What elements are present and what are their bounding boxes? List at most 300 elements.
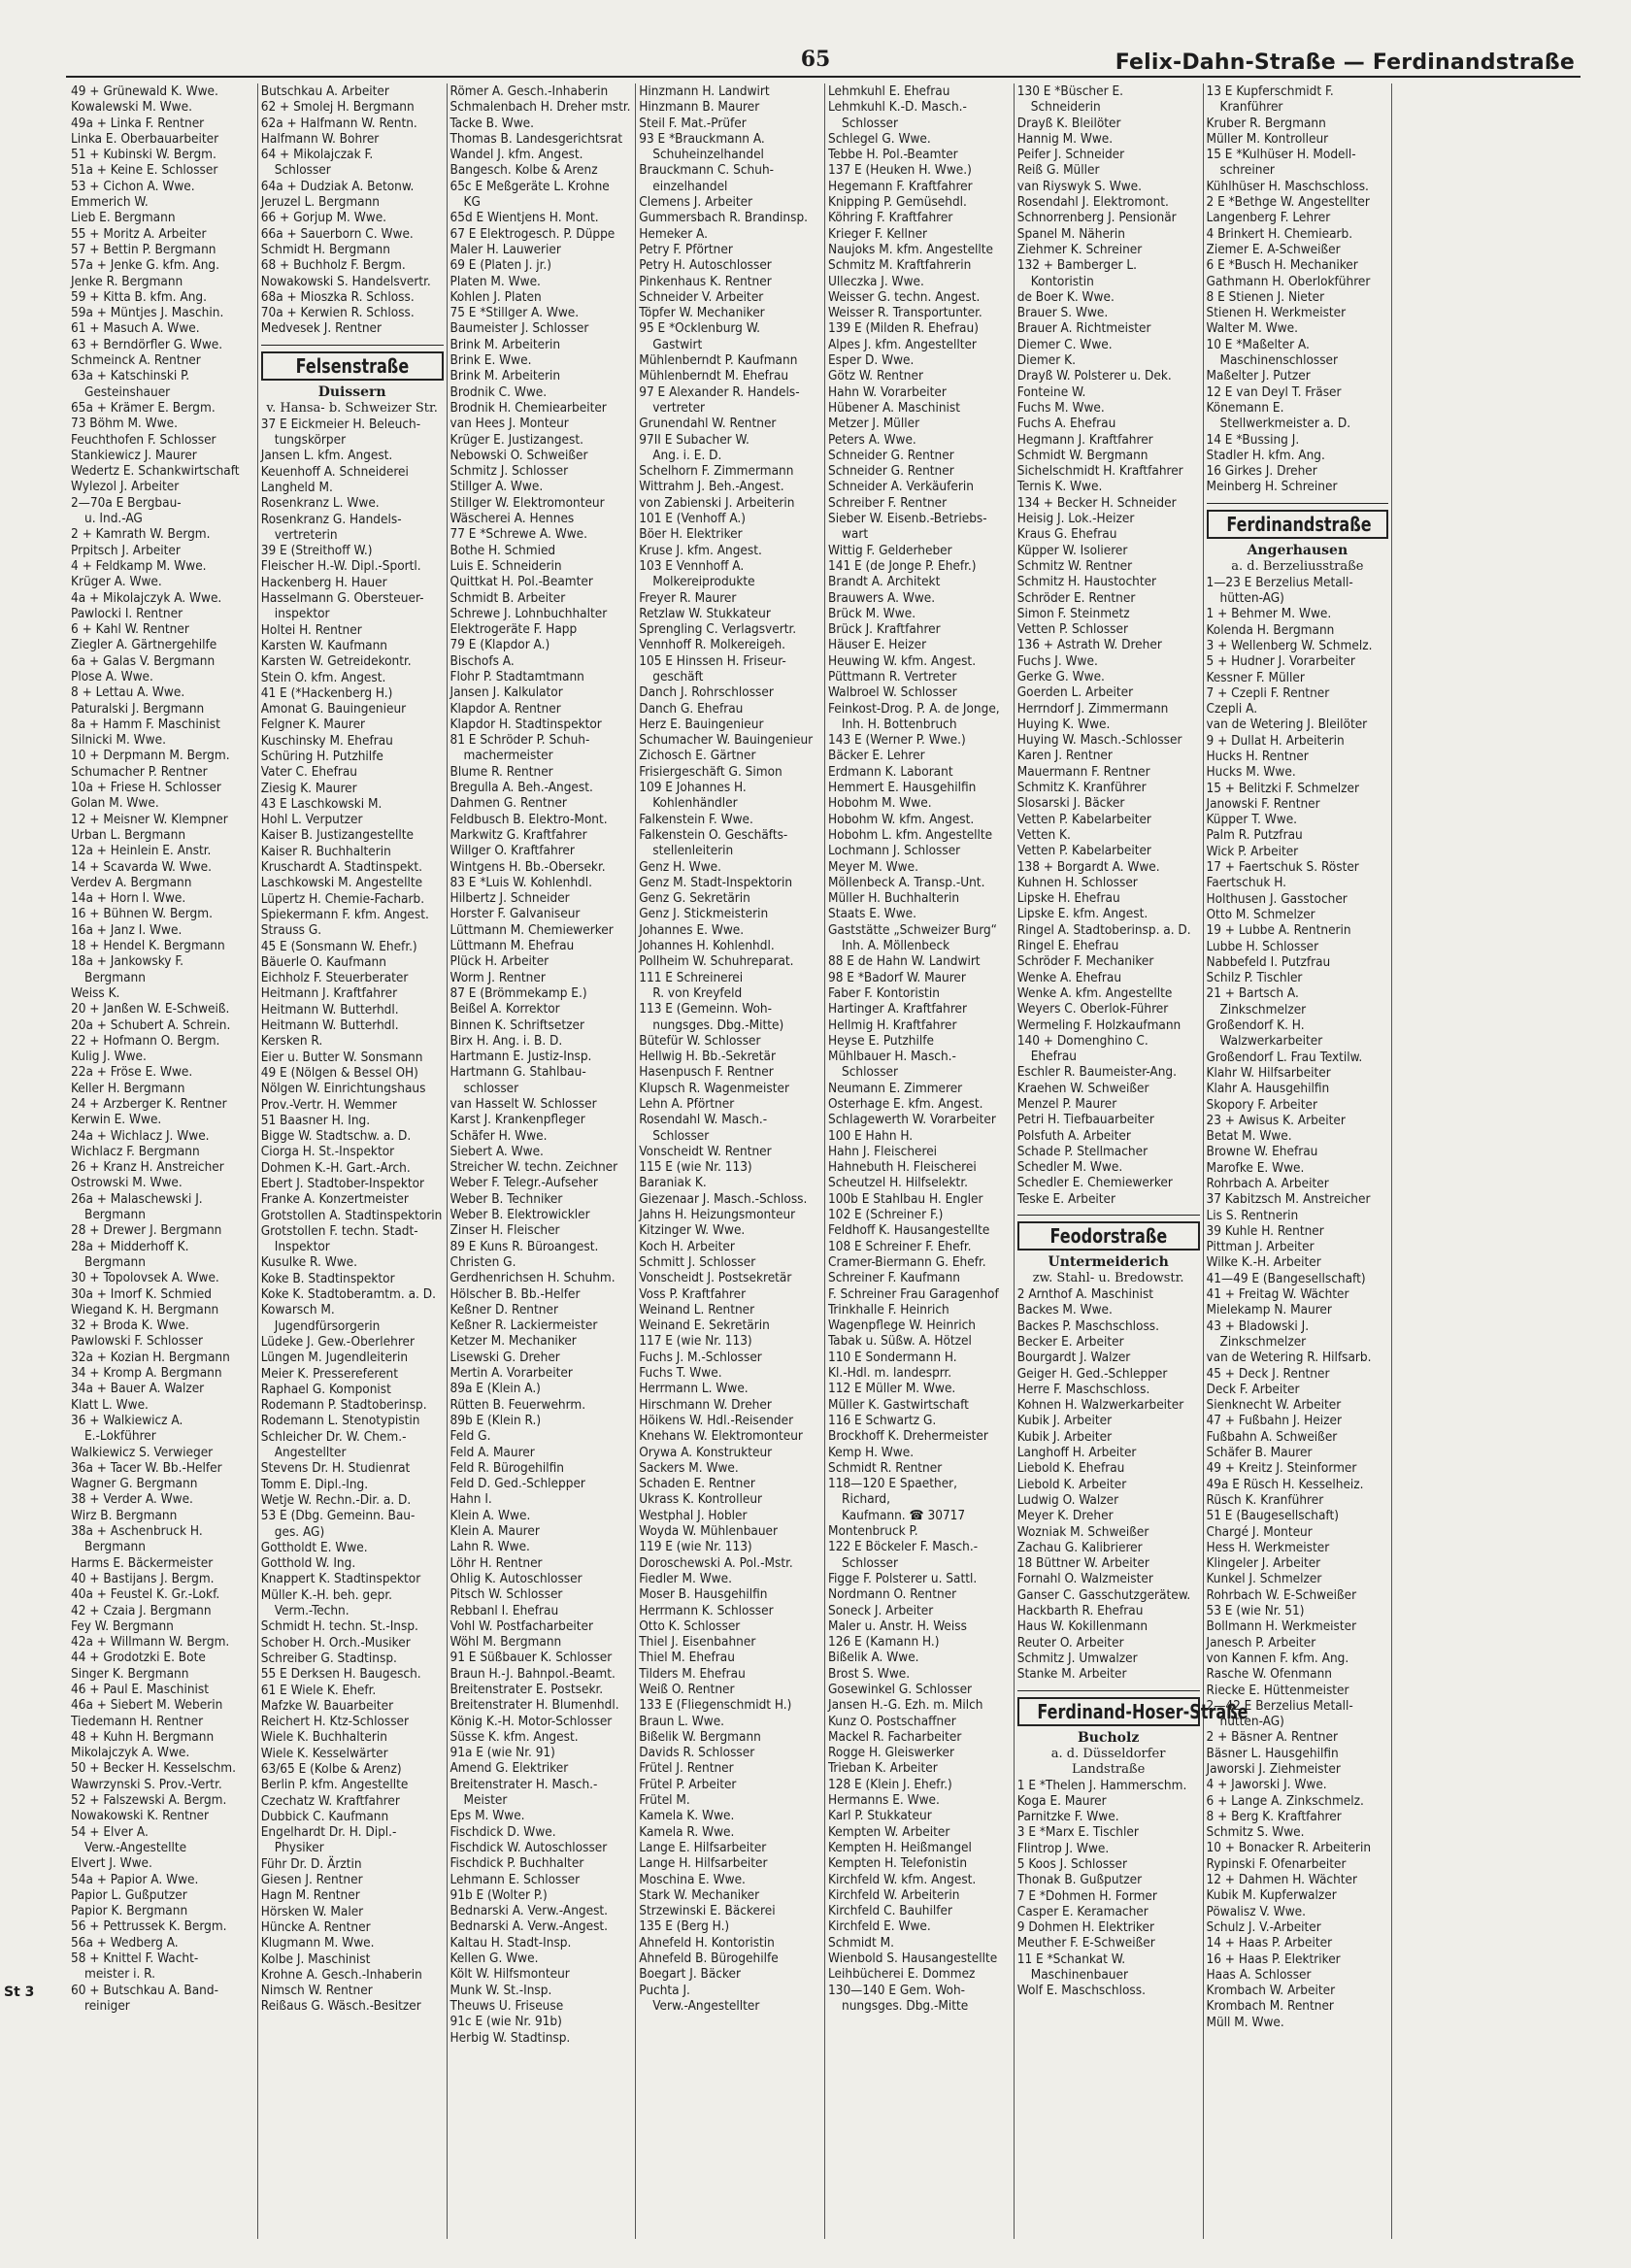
entry-continuation: machermeister xyxy=(463,748,553,764)
directory-entry: 79 E (Klapdor A.) xyxy=(449,637,550,653)
directory-entry: Wawrzynski S. Prov.-Vertr. xyxy=(71,1776,222,1792)
directory-entry: 134 + Becker H. Schneider xyxy=(1016,494,1177,511)
directory-entry: Reichert H. Ktz-Schlosser xyxy=(260,1714,409,1730)
directory-entry: Thonak B. Gußputzer xyxy=(1016,1872,1143,1888)
directory-entry: 98 E *Badorf W. Maurer xyxy=(828,969,966,985)
directory-entry: Wäscherei A. Hennes xyxy=(449,511,575,527)
directory-entry: Bregulla A. Beh.-Angest. xyxy=(449,780,593,796)
directory-entry: Gotthold W. Ing. xyxy=(260,1555,356,1572)
directory-entry: Hess H. Werkmeister xyxy=(1206,1539,1330,1555)
directory-entry: 50 + Becker H. Kesselschm. xyxy=(71,1760,236,1777)
directory-entry: Osterhage E. kfm. Angest. xyxy=(828,1096,983,1112)
directory-entry: Schade P. Stellmacher xyxy=(1016,1143,1148,1159)
directory-entry: Mühlenberndt M. Ehefrau xyxy=(639,368,789,384)
directory-entry: Sprengling C. Verlagsvertr. xyxy=(639,621,797,638)
directory-entry: 70a + Kerwien R. Schloss. xyxy=(260,305,415,321)
directory-entry: Krüger A. Wwe. xyxy=(71,574,162,590)
entry-continuation: Stellwerkmeister a. D. xyxy=(1219,416,1351,432)
directory-entry: Ziehmer K. Schreiner xyxy=(1016,241,1143,257)
directory-entry: 14 + Scavarda W. Wwe. xyxy=(71,858,213,875)
directory-entry: Eichholz F. Steuerberater xyxy=(260,970,409,986)
directory-entry: Doroschewski A. Pol.-Mstr. xyxy=(639,1554,793,1571)
directory-entry: Dubbick C. Kaufmann xyxy=(260,1808,389,1824)
directory-entry: Schreiner F. Kaufmann xyxy=(828,1270,960,1286)
directory-entry: Feinkost-Drog. P. A. de Jonge, xyxy=(828,700,1000,717)
directory-entry: Kraus G. Ehefrau xyxy=(1016,526,1117,543)
directory-entry: Platen M. Wwe. xyxy=(449,273,541,289)
directory-entry: Hirschmann W. Dreher xyxy=(639,1396,772,1413)
directory-entry: 75 E *Stillger A. Wwe. xyxy=(449,305,580,321)
directory-entry: Hahnebuth H. Fleischerei xyxy=(828,1159,977,1176)
directory-entry: 141 E (de Jonge P. Ehefr.) xyxy=(828,557,977,574)
directory-entry: Johannes H. Kohlenhdl. xyxy=(639,938,775,954)
directory-entry: Neumann E. Zimmerer xyxy=(828,1080,963,1096)
directory-entry: Pollheim W. Schuhreparat. xyxy=(639,953,794,970)
directory-entry: Schneider G. Rentner xyxy=(828,447,954,463)
directory-entry: Fiedler M. Wwe. xyxy=(639,1570,732,1586)
directory-entry: Schmidt B. Arbeiter xyxy=(449,589,566,606)
directory-entry: 22 + Hofmann O. Bergm. xyxy=(71,1032,220,1049)
directory-entry: Jeruzel L. Bergmann xyxy=(260,194,380,211)
directory-entry: Danch J. Rohrschlosser xyxy=(639,684,774,701)
directory-entry: 51 E (Baugesellschaft) xyxy=(1206,1508,1339,1524)
directory-entry: Baumeister J. Schlosser xyxy=(449,320,589,337)
entry-continuation: vertreter xyxy=(652,399,706,416)
street-heading xyxy=(1017,1697,1248,1726)
directory-entry: Schlagewerth W. Vorarbeiter xyxy=(828,1112,996,1128)
directory-entry: 20a + Schubert A. Schrein. xyxy=(71,1017,231,1033)
directory-entry: Stevens Dr. H. Studienrat xyxy=(260,1460,411,1477)
directory-entry: Montenbruck P. xyxy=(828,1523,918,1540)
directory-entry: 6 E *Busch H. Mechaniker xyxy=(1206,257,1358,274)
directory-entry: Schmitz M. Kraftfahrerin xyxy=(828,257,972,274)
directory-entry: Möllenbeck A. Transp.-Unt. xyxy=(828,874,985,890)
directory-entry: Kessner F. Müller xyxy=(1206,669,1305,685)
street-heading xyxy=(1017,1221,1200,1251)
directory-entry: Weinand E. Sekretärin xyxy=(639,1317,770,1334)
directory-entry: Langheld M. xyxy=(260,479,333,495)
directory-entry: Paturalski J. Bergmann xyxy=(71,700,205,717)
directory-entry: Schmitz W. Rentner xyxy=(1016,557,1133,574)
directory-entry: Breitenstrater E. Postsekr. xyxy=(449,1681,604,1697)
directory-entry: Eps M. Wwe. xyxy=(449,1808,525,1824)
directory-entry: Schröder E. Rentner xyxy=(1016,589,1136,606)
directory-entry: Fey W. Bergmann xyxy=(71,1618,174,1634)
directory-entry: Rosenkranz G. Handels- xyxy=(260,511,402,527)
directory-entry: Herrmann L. Wwe. xyxy=(639,1381,749,1397)
directory-entry: Vonscheidt W. Rentner xyxy=(639,1143,772,1159)
directory-entry: Ternis K. Wwe. xyxy=(1016,479,1103,495)
directory-entry: Hinzmann H. Landwirt xyxy=(639,83,770,99)
directory-entry: Ahnefeld B. Bürogehilfe xyxy=(639,1951,779,1967)
directory-entry: Kempten H. Heißmangel xyxy=(828,1839,972,1855)
directory-entry: Koga E. Maurer xyxy=(1016,1792,1107,1809)
street-heading xyxy=(261,351,444,381)
directory-entry: 95 E *Ocklenburg W. xyxy=(639,320,761,337)
directory-entry: 89a E (Klein A.) xyxy=(449,1381,541,1397)
directory-entry: Sichelschmidt H. Kraftfahrer xyxy=(1016,463,1183,480)
directory-entry: 117 E (wie Nr. 113) xyxy=(639,1333,752,1350)
directory-entry: Pöwalisz V. Wwe. xyxy=(1206,1903,1307,1919)
directory-entry: Schelhorn F. Zimmermann xyxy=(639,463,794,480)
entry-continuation: Jugendfürsorgerin xyxy=(274,1317,381,1334)
entry-continuation: Zinkschmelzer xyxy=(1219,1001,1307,1017)
directory-entry: Rypinski F. Ofenarbeiter xyxy=(1206,1855,1347,1872)
directory-entry: 3 E *Marx E. Tischler xyxy=(1016,1824,1139,1841)
directory-entry: Fuchs A. Ehefrau xyxy=(1016,416,1116,432)
directory-entry: 13 E Kupferschmidt F. xyxy=(1206,83,1334,99)
directory-entry: Hobohm M. Wwe. xyxy=(828,795,932,812)
section-rule xyxy=(261,345,444,346)
directory-entry: Luis E. Schneiderin xyxy=(449,557,562,574)
street-name: Feodorstraße xyxy=(1049,1224,1167,1249)
directory-column-8 xyxy=(1391,83,1581,2239)
directory-entry: 12 + Meisner W. Klempner xyxy=(71,811,228,827)
directory-entry: 63 + Berndörfler G. Wwe. xyxy=(71,336,223,352)
directory-entry: Genz M. Stadt-Inspektorin xyxy=(639,874,793,890)
directory-entry: Keller H. Bergmann xyxy=(71,1080,185,1096)
directory-entry: Prpitsch J. Arbeiter xyxy=(71,542,181,558)
directory-entry: Skopory F. Arbeiter xyxy=(1206,1096,1317,1113)
entry-continuation: schreiner xyxy=(1219,162,1275,179)
entry-continuation: Kohlenhändler xyxy=(652,795,738,812)
entry-continuation: Ang. i. E. D. xyxy=(652,447,722,463)
directory-entry: Koke K. Stadtoberamtm. a. D. xyxy=(260,1286,436,1303)
directory-entry: 105 E Hinssen H. Friseur- xyxy=(639,652,786,669)
directory-entry: Hucks M. Wwe. xyxy=(1206,764,1296,781)
directory-entry: Keuenhoff A. Schneiderei xyxy=(260,463,409,480)
directory-entry: Casper E. Keramacher xyxy=(1016,1903,1148,1919)
directory-entry: Trieban K. Arbeiter xyxy=(828,1760,938,1777)
directory-entry: Karen J. Rentner xyxy=(1016,748,1113,764)
directory-entry: 52 + Falszewski A. Bergm. xyxy=(71,1792,227,1809)
directory-entry: Deck F. Arbeiter xyxy=(1206,1381,1300,1397)
directory-entry: Stadler H. kfm. Ang. xyxy=(1206,447,1325,463)
directory-entry: 65c E Meßgeräte L. Krohne xyxy=(449,178,610,194)
directory-entry: Mikolajczyk A. Wwe. xyxy=(71,1745,190,1761)
directory-entry: Freyer R. Maurer xyxy=(639,589,737,606)
directory-entry: Siebert A. Wwe. xyxy=(449,1143,544,1159)
directory-entry: Reiß G. Müller xyxy=(1016,162,1100,179)
directory-entry: 42a + Willmann W. Bergm. xyxy=(71,1634,230,1651)
directory-entry: 34 + Kromp A. Bergmann xyxy=(71,1365,222,1382)
directory-entry: Kubik J. Arbeiter xyxy=(1016,1428,1113,1445)
directory-entry: 19 + Lubbe A. Rentnerin xyxy=(1206,922,1351,939)
directory-entry: Berlin P. kfm. Angestellte xyxy=(260,1777,409,1793)
directory-entry: Ciorga H. St.-Inspektor xyxy=(260,1144,395,1160)
directory-entry: Janesch P. Arbeiter xyxy=(1206,1634,1316,1651)
directory-entry: Heuwing W. kfm. Angest. xyxy=(828,652,977,669)
directory-entry: 116 E Schwartz G. xyxy=(828,1412,937,1428)
directory-entry: Wolf E. Maschschloss. xyxy=(1016,1983,1146,1999)
directory-entry: 24 + Arzberger K. Rentner xyxy=(71,1096,227,1112)
directory-entry: Feuchthofen F. Schlosser xyxy=(71,431,216,448)
directory-entry: Vennhoff R. Molkereigeh. xyxy=(639,637,785,653)
street-range: v. Hansa- b. Schweizer Str. xyxy=(266,400,438,416)
directory-entry: Dohmen K.-H. Gart.-Arch. xyxy=(260,1159,411,1176)
entry-continuation: Ehefrau xyxy=(1030,1049,1077,1065)
directory-entry: Maler H. Lauwerier xyxy=(449,241,561,257)
directory-entry: Könemann E. xyxy=(1206,399,1284,416)
directory-entry: Wittrahm J. Beh.-Angest. xyxy=(639,479,784,495)
directory-entry: Johannes E. Wwe. xyxy=(639,921,745,938)
directory-entry: Medvesek J. Rentner xyxy=(260,320,382,337)
directory-entry: Schröder F. Mechaniker xyxy=(1016,953,1154,970)
directory-entry: Feld A. Maurer xyxy=(449,1444,535,1460)
directory-entry: Hartmann G. Stahlbau- xyxy=(449,1064,586,1081)
directory-entry: 118—120 E Spaether, xyxy=(828,1476,958,1492)
entry-continuation: Gesteinshauer xyxy=(84,384,171,400)
entry-continuation: Angestellter xyxy=(274,1445,347,1461)
directory-entry: Sienknecht W. Arbeiter xyxy=(1206,1397,1342,1414)
directory-entry: Weisser R. Transportunter. xyxy=(828,305,982,321)
directory-entry: Brück M. Wwe. xyxy=(828,605,916,621)
directory-entry: Horster F. Galvaniseur xyxy=(449,906,581,922)
district-name: Duissern xyxy=(317,384,386,400)
directory-entry: Schumacher W. Bauingenieur xyxy=(639,732,814,749)
directory-entry: Schmitz J. Umwalzer xyxy=(1016,1650,1138,1666)
directory-entry: Böer H. Elektriker xyxy=(639,526,743,543)
directory-entry: Süsse K. kfm. Angest. xyxy=(449,1728,579,1745)
entry-continuation: einzelhandel xyxy=(652,178,728,194)
directory-entry: 54a + Papior A. Wwe. xyxy=(71,1871,199,1887)
directory-entry: 83 E *Luis W. Kohlenhdl. xyxy=(449,874,592,890)
directory-entry: Braun H.-J. Bahnpol.-Beamt. xyxy=(449,1665,616,1682)
directory-entry: 18a + Jankowsky F. xyxy=(71,953,184,970)
directory-entry: Häuser E. Heizer xyxy=(828,637,927,653)
directory-entry: Hegemann F. Kraftfahrer xyxy=(828,178,973,194)
directory-entry: Kruschardt A. Stadtinspekt. xyxy=(260,859,423,876)
directory-entry: 126 E (Kamann H.) xyxy=(828,1634,940,1651)
directory-entry: 11 E *Schankat W. xyxy=(1016,1951,1126,1967)
directory-entry: Petry F. Pförtner xyxy=(639,241,733,257)
directory-entry: 111 E Schreinerei xyxy=(639,969,744,985)
directory-entry: Schmitz J. Schlosser xyxy=(449,463,569,480)
directory-entry: Binnen K. Schriftsetzer xyxy=(449,1017,584,1033)
directory-entry: Petry H. Autoschlosser xyxy=(639,257,772,274)
directory-entry: Karsten W. Kaufmann xyxy=(260,637,388,653)
directory-entry: 130 E *Büscher E. xyxy=(1016,83,1123,99)
directory-entry: Rohrbach A. Arbeiter xyxy=(1206,1176,1329,1191)
directory-entry: 55 + Moritz A. Arbeiter xyxy=(71,225,207,242)
directory-entry: Moschina E. Wwe. xyxy=(639,1871,746,1887)
directory-entry: Beißel A. Korrektor xyxy=(449,1001,560,1017)
directory-entry: Orywa A. Konstrukteur xyxy=(639,1444,773,1460)
directory-entry: de Boer K. Wwe. xyxy=(1016,288,1115,305)
directory-entry: van de Wetering R. Hilfsarb. xyxy=(1206,1350,1372,1366)
directory-entry: Heitmann J. Kraftfahrer xyxy=(260,985,398,1002)
directory-entry: Hübener A. Maschinist xyxy=(828,399,960,416)
directory-entry: Reißaus G. Wäsch.-Besitzer xyxy=(260,1998,421,2015)
directory-entry: 8 + Lettau A. Wwe. xyxy=(71,684,185,701)
directory-entry: Weisser G. techn. Angest. xyxy=(828,288,981,305)
directory-entry: 12 + Dahmen H. Wächter xyxy=(1206,1872,1358,1888)
directory-entry: Scheutzel H. Hilfselektr. xyxy=(828,1175,968,1191)
directory-entry: Danch G. Ehefrau xyxy=(639,700,744,717)
directory-entry: Schüring H. Putzhilfe xyxy=(260,748,383,764)
directory-entry: Jahns H. Heizungsmonteur xyxy=(639,1207,796,1223)
directory-entry: Lehmann E. Schlosser xyxy=(449,1871,581,1887)
directory-entry: Wermeling F. Holzkaufmann xyxy=(1016,1017,1182,1033)
directory-entry: Trinkhalle F. Heinrich xyxy=(828,1301,949,1317)
directory-entry: Lubbe H. Schlosser xyxy=(1206,938,1319,954)
directory-entry: Großendorf K. H. xyxy=(1206,1017,1305,1034)
directory-entry: Ostrowski M. Wwe. xyxy=(71,1175,183,1191)
directory-entry: Jaworski J. Ziehmeister xyxy=(1206,1760,1341,1777)
directory-entry: 102 E (Schreiner F.) xyxy=(828,1207,944,1223)
directory-entry: Schmitz H. Haustochter xyxy=(1016,574,1157,590)
directory-entry: Steil F. Mat.-Prüfer xyxy=(639,115,747,131)
directory-entry: Schmitt J. Schlosser xyxy=(639,1253,756,1270)
directory-entry: Wienbold S. Hausangestellte xyxy=(828,1951,998,1967)
entry-continuation: geschäft xyxy=(652,668,704,684)
directory-entry: Kolbe J. Maschinist xyxy=(260,1951,371,1967)
entry-continuation: Meister xyxy=(463,1792,508,1809)
directory-entry: Kirchfeld E. Wwe. xyxy=(828,1918,931,1935)
directory-entry: Wandel J. kfm. Angest. xyxy=(449,147,583,163)
directory-entry: 63/65 E (Kolbe & Arenz) xyxy=(260,1760,402,1777)
directory-entry: Wenke A. Ehefrau xyxy=(1016,969,1122,985)
directory-entry: Wirz B. Bergmann xyxy=(71,1507,178,1523)
directory-entry: Blume R. Rentner xyxy=(449,763,553,780)
directory-entry: Vetten K. xyxy=(1016,826,1071,843)
directory-entry: Maßelter J. Putzer xyxy=(1206,368,1311,384)
directory-entry: Holtei H. Rentner xyxy=(260,621,362,638)
directory-entry: Brockhoff K. Drehermeister xyxy=(828,1428,988,1445)
directory-entry: 42 + Czaia J. Bergmann xyxy=(71,1602,212,1618)
directory-entry: 49 E (Nölgen & Bessel OH) xyxy=(260,1064,418,1081)
directory-entry: Raphael G. Komponist xyxy=(260,1381,391,1397)
directory-entry: Weber F. Telegr.-Aufseher xyxy=(449,1175,598,1191)
directory-entry: Fuchs T. Wwe. xyxy=(639,1365,722,1382)
directory-entry: Hackbarth R. Ehefrau xyxy=(1016,1603,1144,1619)
directory-entry: Soneck J. Arbeiter xyxy=(828,1602,934,1618)
directory-entry: Cramer-Biermann G. Ehefr. xyxy=(828,1253,986,1270)
directory-entry: Laschkowski M. Angestellte xyxy=(260,875,423,891)
directory-entry: Pinkenhaus K. Rentner xyxy=(639,273,772,289)
directory-entry: 122 E Böckeler F. Masch.- xyxy=(828,1539,979,1555)
directory-entry: Franke A. Konzertmeister xyxy=(260,1191,409,1208)
directory-entry: Wiele K. Buchhalterin xyxy=(260,1729,387,1746)
directory-entry: Schlegel G. Wwe. xyxy=(828,130,931,147)
directory-entry: Fuchs M. Wwe. xyxy=(1016,399,1105,416)
directory-entry: Brink E. Wwe. xyxy=(449,352,532,369)
directory-entry: Kempten W. Arbeiter xyxy=(828,1823,950,1840)
directory-entry: Thiel M. Ehefrau xyxy=(639,1650,735,1666)
directory-entry: Klein A. Maurer xyxy=(449,1523,540,1540)
directory-entry: 40a + Feustel K. Gr.-Lokf. xyxy=(71,1586,220,1603)
directory-entry: Walbroel W. Schlosser xyxy=(828,684,957,701)
directory-entry: Müller K.-H. beh. gepr. xyxy=(260,1586,392,1603)
directory-entry: Mauermann F. Rentner xyxy=(1016,763,1150,780)
directory-entry: Faber F. Kontoristin xyxy=(828,984,940,1001)
directory-entry: Lüttmann M. Ehefrau xyxy=(449,938,575,954)
directory-entry: Weinand L. Rentner xyxy=(639,1301,755,1317)
directory-entry: Schmidt W. Bergmann xyxy=(1016,447,1148,463)
directory-entry: Lochmann J. Schlosser xyxy=(828,843,961,859)
directory-entry: Pitsch W. Schlosser xyxy=(449,1586,563,1603)
directory-entry: Schmidt M. xyxy=(828,1934,894,1951)
directory-entry: Nordmann O. Rentner xyxy=(828,1586,957,1603)
directory-entry: 55 E Derksen H. Baugesch. xyxy=(260,1666,421,1683)
directory-entry: Klahr W. Hilfsarbeiter xyxy=(1206,1064,1331,1081)
directory-entry: Klapdor A. Rentner xyxy=(449,700,561,717)
directory-entry: 136 + Astrath W. Dreher xyxy=(1016,637,1162,653)
directory-entry: 24a + Wichlacz J. Wwe. xyxy=(71,1127,210,1144)
directory-entry: Prov.-Vertr. H. Wemmer xyxy=(260,1096,397,1113)
directory-entry: Bangesch. Kolbe & Arenz xyxy=(449,162,598,179)
directory-entry: Czechatz W. Kraftfahrer xyxy=(260,1792,400,1809)
directory-column-1 xyxy=(68,83,257,2239)
directory-entry: Golan M. Wwe. xyxy=(71,795,159,812)
directory-entry: Herrmann K. Schlosser xyxy=(639,1602,774,1618)
directory-entry: Hüncke A. Rentner xyxy=(260,1918,371,1935)
directory-entry: 8 E Stienen J. Nieter xyxy=(1206,288,1325,305)
directory-entry: Schmitz K. Kranführer xyxy=(1016,780,1147,796)
directory-entry: 61 + Masuch A. Wwe. xyxy=(71,320,200,337)
directory-entry: 23 + Awisus K. Arbeiter xyxy=(1206,1112,1346,1128)
directory-entry: Eier u. Butter W. Sonsmann xyxy=(260,1049,423,1065)
directory-entry: Lehn A. Pförtner xyxy=(639,1096,735,1112)
directory-entry: 57a + Jenke G. kfm. Ang. xyxy=(71,257,219,274)
directory-entry: 10 + Derpmann M. Bergm. xyxy=(71,748,230,764)
directory-entry: Kruber R. Bergmann xyxy=(1206,115,1326,131)
directory-entry: Singer K. Bergmann xyxy=(71,1665,189,1682)
directory-entry: Rodemann P. Stadtoberinsp. xyxy=(260,1397,427,1414)
directory-entry: Müller M. Kontrolleur xyxy=(1206,130,1329,147)
entry-continuation: Molkereiprodukte xyxy=(652,574,755,590)
directory-entry: 2 E *Bethge W. Angestellter xyxy=(1206,194,1370,211)
entry-continuation: Schlosser xyxy=(842,1064,899,1081)
entry-continuation: Walzwerkarbeiter xyxy=(1219,1033,1323,1050)
directory-entry: Kolenda H. Bergmann xyxy=(1206,621,1335,638)
directory-entry: 12 E van Deyl T. Fräser xyxy=(1206,384,1342,400)
directory-entry: Diemer C. Wwe. xyxy=(1016,336,1113,352)
directory-entry: Schneider A. Verkäuferin xyxy=(828,479,974,495)
directory-entry: Fonteine W. xyxy=(1016,384,1086,400)
directory-entry: Weiß O. Rentner xyxy=(639,1681,735,1697)
directory-entry: 39 Kuhle H. Rentner xyxy=(1206,1222,1324,1239)
directory-entry: 93 E *Brauckmann A. xyxy=(639,130,765,147)
directory-entry: 47 + Fußbahn J. Heizer xyxy=(1206,1413,1342,1429)
directory-entry: Hilbertz J. Schneider xyxy=(449,890,570,907)
directory-entry: Clemens J. Arbeiter xyxy=(639,194,753,211)
directory-column-2 xyxy=(257,83,447,2239)
directory-entry: Vetten P. Kabelarbeiter xyxy=(1016,843,1151,859)
section-rule xyxy=(1207,503,1389,504)
directory-entry: Kl.-Hdl. m. landesprr. xyxy=(828,1365,952,1382)
directory-entry: 133 E (Fliegenschmidt H.) xyxy=(639,1697,792,1714)
directory-entry: Felgner K. Maurer xyxy=(260,717,366,733)
entry-continuation: stellenleiterin xyxy=(652,843,734,859)
directory-entry: Kunkel J. Schmelzer xyxy=(1206,1571,1322,1587)
directory-entry: Backes P. Maschschloss. xyxy=(1016,1317,1159,1334)
directory-entry: 46a + Siebert M. Weberin xyxy=(71,1697,223,1714)
directory-entry: Schaden E. Rentner xyxy=(639,1476,755,1492)
directory-entry: 51 + Kubinski W. Bergm. xyxy=(71,147,216,163)
directory-entry: Mertin A. Vorarbeiter xyxy=(449,1365,573,1382)
directory-entry: 60 + Butschkau A. Band- xyxy=(71,1982,218,1998)
directory-entry: Bednarski A. Verw.-Angest. xyxy=(449,1903,609,1919)
directory-entry: Brost S. Wwe. xyxy=(828,1665,911,1682)
directory-entry: Vohl W. Postfacharbeiter xyxy=(449,1618,593,1634)
section-rule xyxy=(1017,1690,1200,1691)
directory-entry: Genz G. Sekretärin xyxy=(639,890,750,907)
directory-entry: 49 + Kreitz J. Steinformer xyxy=(1206,1460,1357,1477)
directory-entry: Peifer J. Schneider xyxy=(1016,147,1125,163)
directory-entry: Ganser C. Gasschutzgerätew. xyxy=(1016,1586,1191,1603)
directory-entry: Langenberg F. Lehrer xyxy=(1206,210,1331,226)
